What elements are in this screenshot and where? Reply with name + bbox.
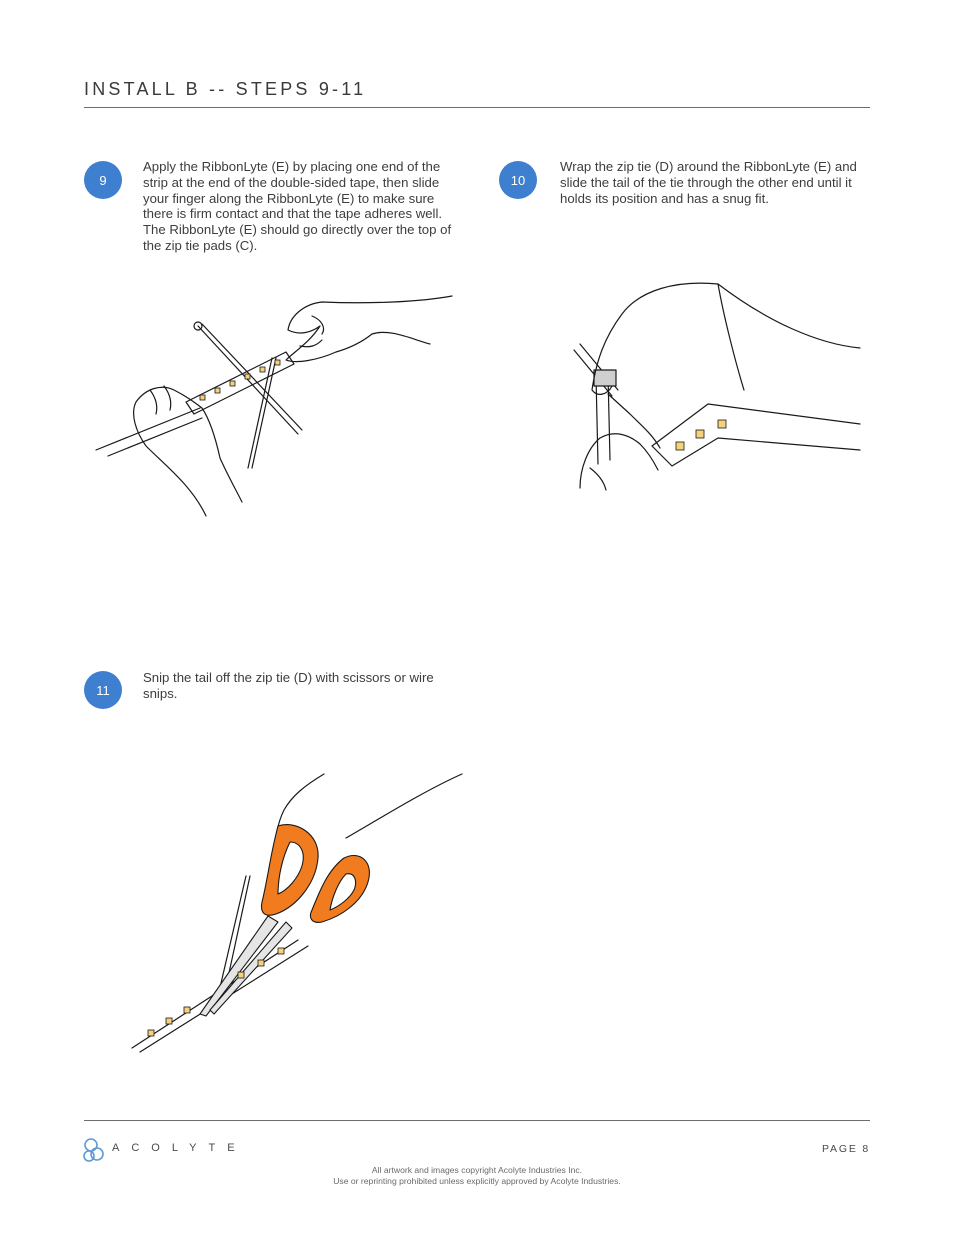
copyright-line-1: All artwork and images copyright Acolyte Industries Inc. bbox=[371, 1165, 583, 1175]
step-11-badge: 11 bbox=[84, 671, 122, 709]
step-10-badge: 10 bbox=[499, 161, 537, 199]
step-10-illustration bbox=[568, 278, 868, 493]
footer-divider bbox=[84, 1120, 870, 1121]
step-10-text: Wrap the zip tie (D) around the RibbonLyte (E) and slide the tail of the tie through the other end until it holds its position and has a snug fit. bbox=[560, 159, 857, 206]
brand-wordmark: ACOLYTE bbox=[112, 1142, 247, 1154]
header-divider bbox=[84, 107, 870, 108]
step-11-illustration bbox=[128, 766, 468, 1056]
step-9-badge: 9 bbox=[84, 161, 122, 199]
copyright-line-2: Use or reprinting prohibited unless explicitly approved by Acolyte Industries. bbox=[333, 1175, 621, 1186]
step-11-text: Snip the tail off the zip tie (D) with scissors or wire snips. bbox=[143, 670, 434, 701]
page-title: INSTALL B -- STEPS 9-11 bbox=[84, 79, 367, 99]
copyright-notice bbox=[0, 1165, 954, 1186]
step-9-illustration bbox=[90, 290, 460, 520]
page-number: PAGE 8 bbox=[822, 1143, 870, 1155]
step-9-text: Apply the RibbonLyte (E) by placing one end of the strip at the end of the double-sided tape, then slide your finger along the RibbonLyte (E) to make sure there is firm contact and that the tape adheres well. The RibbonLyte (E) should go directly over the top of the zip tie pads (C). bbox=[143, 159, 452, 253]
